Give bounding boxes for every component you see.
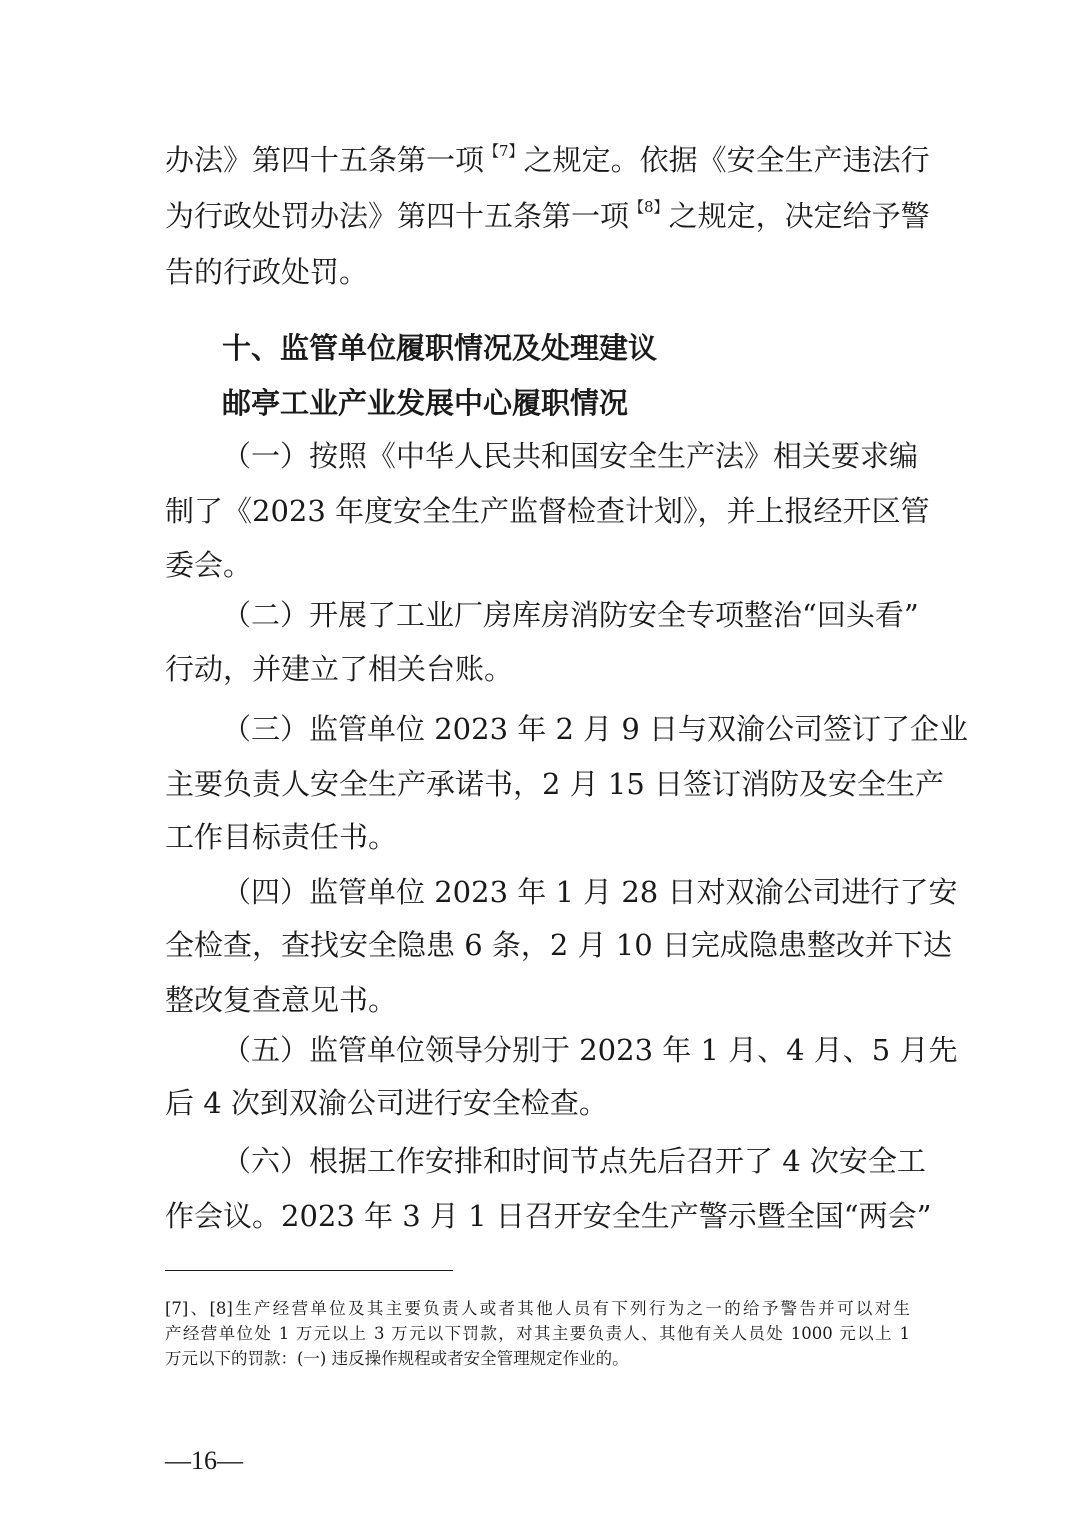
item-2-line-1: （二）开展了工业厂房库房消防安全专项整治“回头看” xyxy=(222,598,919,632)
footnote-line-1: [7]、[8]生产经营单位及其主要负责人或者其他人员有下列行为之一的给予警告并可以对生 xyxy=(165,1299,910,1318)
item-6-line-2: 作会议。2023 年 3 月 1 日召开安全生产警示暨全国“两会” xyxy=(165,1199,932,1233)
item-3-line-1: （三）监管单位 2023 年 2 月 9 日与双渝公司签订了企业 xyxy=(222,712,969,746)
item-2-line-2: 行动，并建立了相关台账。 xyxy=(165,652,514,686)
item-1-line-1: （一）按照《中华人民共和国安全生产法》相关要求编 xyxy=(222,439,919,473)
footnote-line-3: 万元以下的罚款：(一) 违反操作规程或者安全管理规定作业的。 xyxy=(165,1349,629,1368)
item-1-line-3: 委会。 xyxy=(165,548,253,582)
page-number: —16— xyxy=(165,1446,243,1475)
item-3-line-2: 主要负责人安全生产承诺书，2 月 15 日签订消防及安全生产 xyxy=(165,767,945,801)
body-line-3: 告的行政处罚。 xyxy=(165,255,369,289)
footnote-line-2: 产经营单位处 1 万元以上 3 万元以下罚款，对其主要负责人、其他有关人员处 1000 元以上 1 xyxy=(165,1324,910,1343)
section-heading: 十、监管单位履职情况及处理建议 xyxy=(222,331,658,365)
footnote-ref-7[interactable]: 【7】 xyxy=(484,142,524,160)
body-line-2: 为行政处罚办法》第四十五条第一项$^{【8】}$之规定，决定给予警 xyxy=(165,198,930,233)
footnote-ref-8[interactable]: 【8】 xyxy=(629,198,669,216)
item-1-line-2: 制了《2023 年度安全生产监督检查计划》，并上报经开区管 xyxy=(165,494,930,528)
item-5-line-1: （五）监管单位领导分别于 2023 年 1 月、4 月、5 月先 xyxy=(222,1033,958,1067)
item-5-line-2: 后 4 次到双渝公司进行安全检查。 xyxy=(165,1086,608,1120)
section-subheading: 邮亭工业产业发展中心履职情况 xyxy=(222,386,629,420)
item-4-line-1: （四）监管单位 2023 年 1 月 28 日对双渝公司进行了安 xyxy=(222,875,958,909)
item-4-line-2: 全检查，查找安全隐患 6 条，2 月 10 日完成隐患整改并下达 xyxy=(165,928,952,962)
item-6-line-1: （六）根据工作安排和时间节点先后召开了 4 次安全工 xyxy=(222,1144,926,1178)
body-line-1: 办法》第四十五条第一项$^{【7】}$之规定。依据《安全生产违法行 xyxy=(165,142,930,177)
footnote-divider xyxy=(165,1270,453,1271)
item-4-line-3: 整改复查意见书。 xyxy=(165,983,398,1017)
item-3-line-3: 工作目标责任书。 xyxy=(165,820,398,854)
